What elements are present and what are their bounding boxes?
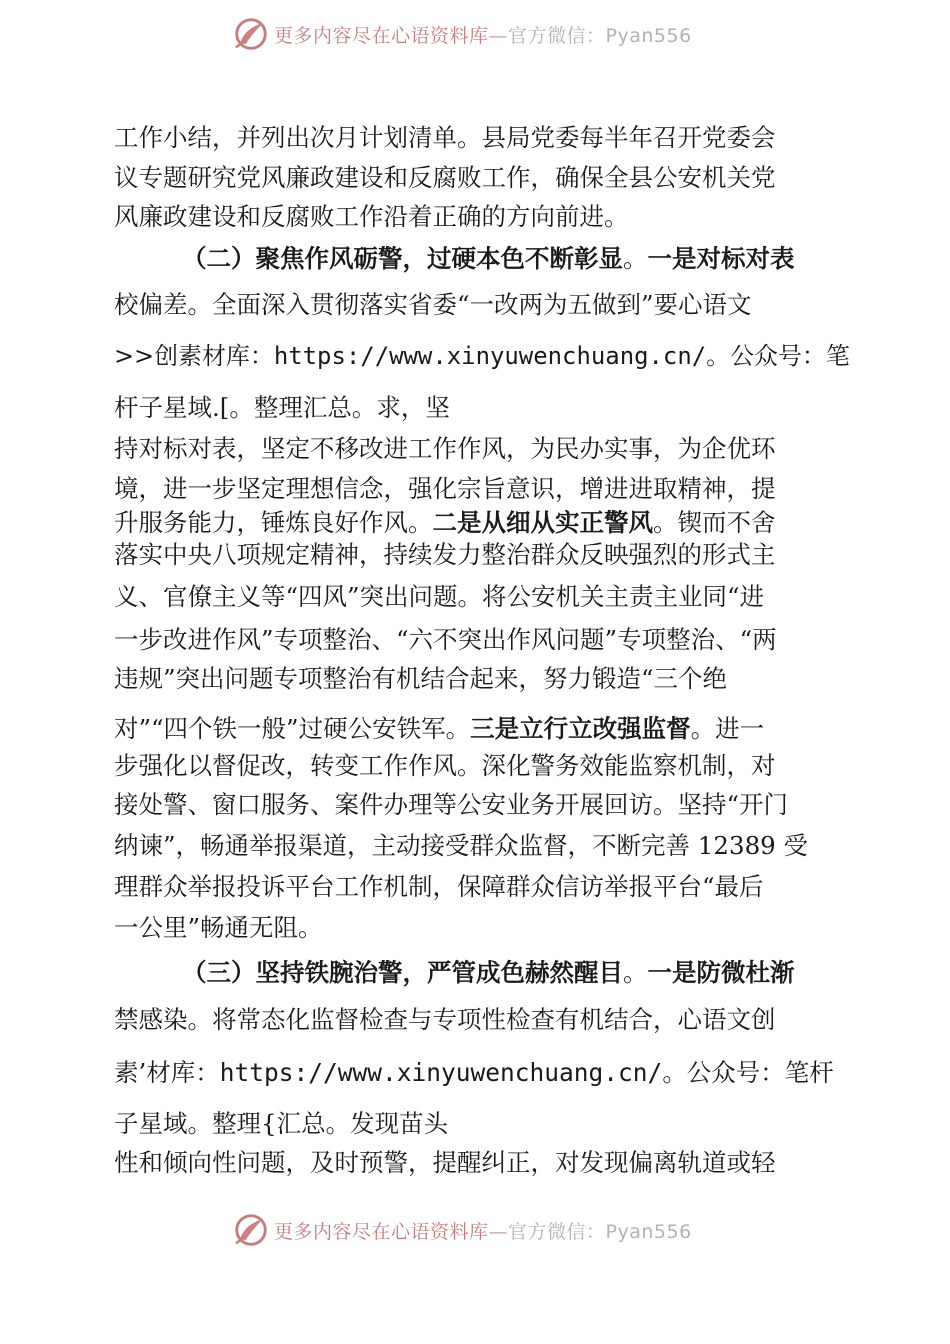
- text-line: [114, 790, 788, 819]
- text-line: [114, 913, 323, 942]
- text-line: [114, 625, 777, 654]
- text-line: [114, 872, 764, 901]
- body-text: 一步改进作风”专项整治、“六不突出作风问题”专项整治、“两: [114, 625, 777, 654]
- body-text: 杆子星域.[。整理汇总。求，坚: [114, 393, 450, 422]
- body-text: 。: [623, 958, 648, 987]
- text-line: [114, 751, 776, 780]
- text-line: [114, 1005, 776, 1034]
- body-text: 。公众号：笔杆: [662, 1058, 834, 1087]
- text-line: [114, 582, 764, 611]
- bold-heading-text: 一是对标对表: [647, 244, 795, 273]
- text-line: [182, 958, 795, 987]
- text-line: [114, 123, 776, 152]
- text-line: [114, 664, 727, 693]
- body-text: 对”“四个铁一般”过硬公安铁军。: [114, 714, 471, 743]
- text-line: [114, 831, 808, 860]
- body-text: 校偏差。全面深入贯彻落实省委“一改两为五做到”要心语文: [114, 290, 752, 319]
- body-text: 。: [623, 244, 648, 273]
- text-line: [114, 163, 776, 192]
- body-text: 工作小结，并列出次月计划清单。县局党委每半年召开党委会: [114, 123, 776, 152]
- bold-heading-text: 三是立行立改强监督: [470, 714, 691, 743]
- body-text: 一公里”畅通无阻。: [114, 913, 323, 942]
- body-text: 议专题研究党风廉政建设和反腐败工作，确保全县公安机关党: [114, 163, 776, 192]
- text-line: [114, 434, 776, 463]
- text-line: [114, 474, 776, 503]
- footer-watermark-text: 更多内容尽在心语资料库—官方微信：Pyan556: [274, 1220, 692, 1243]
- text-line: [114, 714, 764, 743]
- body-text: 子星域。整理{汇总。发现苗头: [114, 1109, 449, 1138]
- body-text: 义、官僚主义等“四风”突出问题。将公安机关主责主业同“进: [114, 582, 765, 611]
- bold-heading-text: （三）坚持铁腕治警，严管成色赫然醒目: [182, 958, 623, 987]
- body-text: 理群众举报投诉平台工作机制，保障群众信访举报平台“最后: [114, 872, 764, 901]
- url-text: https://www.xinyuwenchuang.cn/: [273, 342, 707, 370]
- url-text: https://www.xinyuwenchuang.cn/: [219, 1058, 663, 1087]
- body-text: 持对标对表，坚定不移改进工作作风，为民办实事，为企优环: [114, 434, 776, 463]
- brand-logo-icon: [232, 15, 270, 53]
- body-text: 违规”突出问题专项整治有机结合起来，努力锻造“三个绝: [114, 664, 728, 693]
- body-text: 。锲而不舍: [653, 508, 776, 537]
- text-line: [114, 1058, 834, 1087]
- body-text: 落实中央八项规定精神，持续发力整治群众反映强烈的形式主: [114, 540, 776, 569]
- body-text: 升服务能力，锤炼良好作风。: [114, 508, 433, 537]
- bold-heading-text: 一是防微杜渐: [647, 958, 795, 987]
- body-text: 接处警、窗口服务、案件办理等公安业务开展回访。坚持“开门: [114, 790, 789, 819]
- brand-logo-icon: [232, 1211, 270, 1249]
- body-text: 素’材库：: [114, 1058, 220, 1087]
- footer-watermark: [232, 1210, 692, 1250]
- bold-heading-text: 二是从细从实正警风: [432, 508, 653, 537]
- body-text: 。进一: [690, 714, 765, 743]
- text-line: [114, 508, 776, 537]
- text-line: [182, 244, 795, 273]
- text-line: [114, 1148, 776, 1177]
- header-watermark: [232, 14, 692, 54]
- bold-heading-text: （二）聚焦作风砺警，过硬本色不断彰显: [182, 244, 623, 273]
- body-text: 风廉政建设和反腐败工作沿着正确的方向前进。: [114, 202, 629, 231]
- text-line: [114, 1109, 448, 1138]
- body-text: 境，进一步坚定理想信念，强化宗旨意识，增进进取精神，提: [114, 474, 776, 503]
- text-line: [114, 342, 850, 371]
- text-line: [114, 290, 752, 319]
- text-line: [114, 393, 450, 422]
- header-watermark-text: 更多内容尽在心语资料库—官方微信：Pyan556: [274, 24, 692, 47]
- body-text: 纳谏”，畅通举报渠道，主动接受群众监督，不断完善 12389 受: [114, 831, 809, 860]
- body-text: 性和倾向性问题，及时预警，提醒纠正，对发现偏离轨道或轻: [114, 1148, 776, 1177]
- body-text: 禁感染。将常态化监督检查与专项性检查有机结合，心语文创: [114, 1005, 776, 1034]
- text-line: [114, 202, 629, 231]
- body-text: 步强化以督促改，转变工作作风。深化警务效能监察机制，对: [114, 751, 776, 780]
- text-line: [114, 540, 776, 569]
- body-text: >>创素材库：: [114, 342, 274, 370]
- body-text: 。公众号：笔: [706, 342, 850, 370]
